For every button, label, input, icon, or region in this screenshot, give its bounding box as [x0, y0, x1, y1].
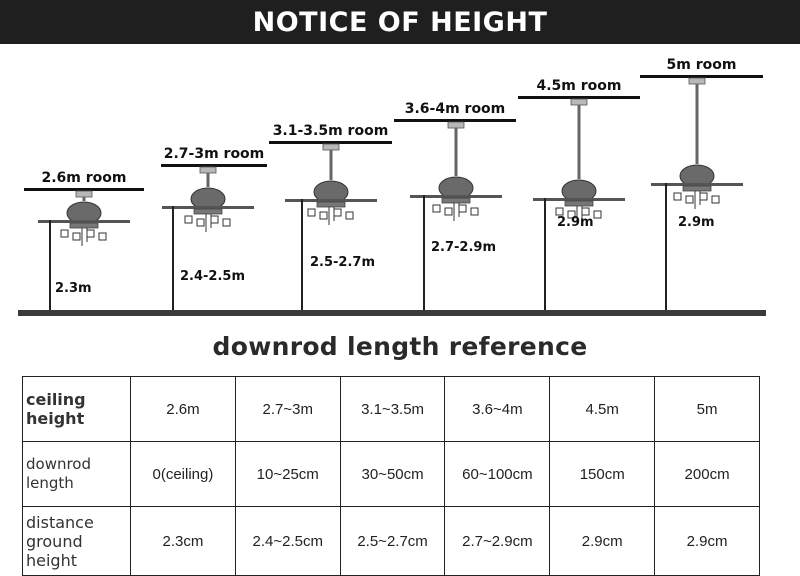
downrod [83, 197, 86, 201]
fan-housing [442, 198, 470, 203]
fan-housing [683, 186, 711, 191]
ceiling-line [269, 141, 392, 144]
fan-blades [651, 183, 743, 186]
light-cup [556, 208, 563, 215]
light-cup [197, 219, 204, 226]
fan-blades [162, 206, 254, 209]
fan-housing [70, 223, 98, 228]
table-cell: 2.6m [131, 377, 236, 442]
light-cup [594, 211, 601, 218]
ground-distance-header-line1: distance [26, 512, 94, 532]
fan-housing [194, 209, 222, 214]
ground-distance-label: 2.9m [678, 215, 715, 230]
light-cup [433, 205, 440, 212]
room-label: 2.7-3m room [163, 146, 265, 162]
height-diagram [0, 44, 800, 334]
ceiling-canopy [571, 99, 587, 105]
fan-blades [285, 199, 377, 202]
ceiling-line [161, 164, 267, 167]
ceiling-canopy [76, 191, 92, 197]
light-cup [308, 209, 315, 216]
downrod-reference-table [22, 376, 760, 576]
ground-distance-header-line2: ground height [26, 531, 83, 570]
room-label: 5m room [666, 57, 737, 73]
downrod-reference-title: downrod length reference [212, 332, 588, 361]
height-measure-line [423, 195, 425, 310]
ceiling-line [394, 119, 516, 122]
table-cell: 5m [655, 377, 760, 442]
ground-distance-label: 2.7-2.9m [431, 240, 496, 255]
height-measure-line [301, 199, 303, 310]
light-cup [211, 216, 218, 223]
downrod [330, 150, 333, 180]
table-cell: 10~25cm [235, 442, 340, 507]
table-cell: 4.5m [550, 377, 655, 442]
fan-housing [565, 201, 593, 206]
table-cell: 2.3cm [131, 507, 236, 576]
downrod [207, 173, 210, 187]
ceiling-line [640, 75, 763, 78]
table-row [23, 377, 760, 442]
table-cell: 30~50cm [340, 442, 445, 507]
room-label: 4.5m room [536, 78, 622, 94]
table-cell: 3.1~3.5m [340, 377, 445, 442]
height-measure-line [172, 206, 174, 310]
light-cup [582, 208, 589, 215]
light-cup [223, 219, 230, 226]
table-cell: 60~100cm [445, 442, 550, 507]
height-measure-line [49, 220, 51, 310]
light-cup [674, 193, 681, 200]
room-label: 3.6-4m room [404, 101, 506, 117]
room-label: 3.1-3.5m room [272, 123, 389, 139]
banner-title: NOTICE OF HEIGHT [252, 6, 548, 38]
table-cell: 3.6~4m [445, 377, 550, 442]
ceiling-line [518, 96, 640, 99]
ceiling-canopy [200, 167, 216, 173]
ceiling-canopy [323, 144, 339, 150]
height-measure-line [544, 198, 546, 310]
table-cell: 2.7~2.9cm [445, 507, 550, 576]
ground-distance-label: 2.5-2.7m [310, 255, 375, 270]
light-cup [700, 193, 707, 200]
table-cell: 2.9cm [655, 507, 760, 576]
light-cup [61, 230, 68, 237]
light-cup [334, 209, 341, 216]
table-cell: 200cm [655, 442, 760, 507]
light-cup [459, 205, 466, 212]
fan-blades [533, 198, 625, 201]
fan-blades [38, 220, 130, 223]
table-cell: 2.4~2.5cm [235, 507, 340, 576]
ground-distance-label: 2.3m [55, 281, 92, 296]
downrod-length-header: downrod length [23, 442, 131, 507]
ground-distance-label: 2.4-2.5m [180, 269, 245, 284]
light-cup [471, 208, 478, 215]
floor-line [18, 310, 766, 316]
downrod [578, 105, 581, 179]
light-cup [185, 216, 192, 223]
light-cup [712, 196, 719, 203]
table-row [23, 507, 760, 576]
table-cell: 2.9cm [550, 507, 655, 576]
table-row [23, 442, 760, 507]
header-banner [0, 0, 800, 44]
light-cup [99, 233, 106, 240]
table-cell: 2.7~3m [235, 377, 340, 442]
ceiling-line [24, 188, 144, 191]
room-label: 2.6m room [41, 170, 127, 186]
light-cup [320, 212, 327, 219]
light-cup [686, 196, 693, 203]
fan-housing [317, 202, 345, 207]
ceiling-canopy [448, 122, 464, 128]
ceiling-height-header: ceiling height [23, 377, 131, 442]
table-cell: 150cm [550, 442, 655, 507]
table-cell: 2.5~2.7cm [340, 507, 445, 576]
ceiling-canopy [689, 78, 705, 84]
table-cell: 0(ceiling) [131, 442, 236, 507]
light-cup [445, 208, 452, 215]
height-measure-line [665, 183, 667, 310]
downrod [455, 128, 458, 176]
ground-distance-label: 2.9m [557, 215, 594, 230]
light-cup [87, 230, 94, 237]
ground-distance-header [23, 507, 131, 576]
light-cup [346, 212, 353, 219]
light-cup [73, 233, 80, 240]
downrod [696, 84, 699, 164]
